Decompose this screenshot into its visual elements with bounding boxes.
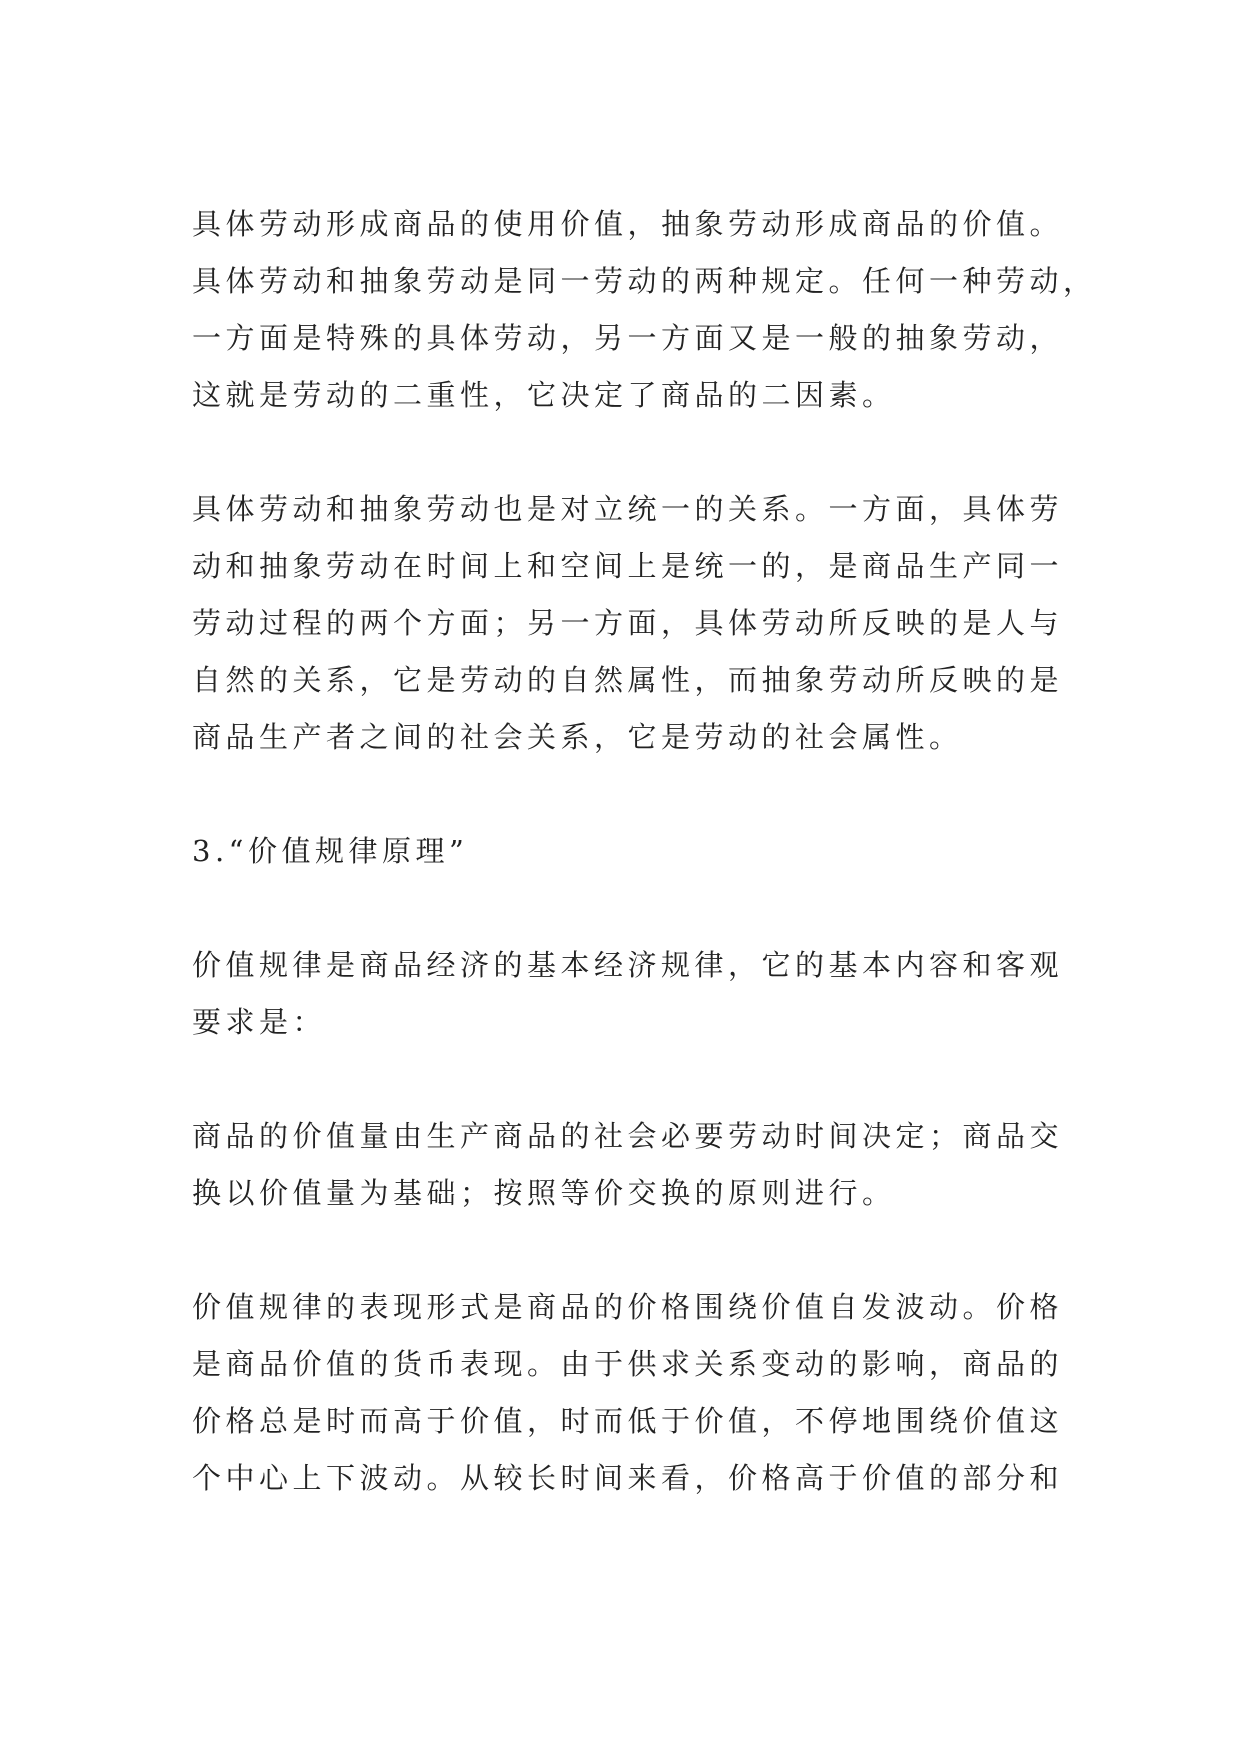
- text-line: 3.“价值规律原理”: [192, 834, 469, 868]
- paragraph-spacer: [192, 880, 1082, 937]
- paragraph-price-fluctuation: [192, 1279, 1082, 1507]
- paragraph-spacer: [192, 424, 1082, 481]
- text-line: 价格总是时而高于价值，时而低于价值，不停地围绕价值这: [192, 1404, 1064, 1438]
- text-line: 是商品价值的货币表现。由于供求关系变动的影响，商品的: [192, 1347, 1064, 1381]
- text-line: 商品生产者之间的社会关系，它是劳动的社会属性。: [192, 720, 963, 754]
- text-line: 换以价值量为基础；按照等价交换的原则进行。: [192, 1176, 896, 1210]
- paragraph-spacer: [192, 1222, 1082, 1279]
- text-line: 商品的价值量由生产商品的社会必要劳动时间决定；商品交: [192, 1119, 1064, 1153]
- text-line: 动和抽象劳动在时间上和空间上是统一的，是商品生产同一: [192, 549, 1064, 583]
- text-line: 价值规律是商品经济的基本经济规律，它的基本内容和客观: [192, 948, 1064, 982]
- document-body: [192, 196, 1097, 1507]
- paragraph-spacer: [192, 1051, 1082, 1108]
- paragraph-concrete-abstract-labor: [192, 196, 1097, 424]
- paragraph-spacer: [192, 766, 1082, 823]
- text-line: 价值规律的表现形式是商品的价格围绕价值自发波动。价格: [192, 1290, 1064, 1324]
- text-line: 具体劳动和抽象劳动也是对立统一的关系。一方面，具体劳: [192, 492, 1064, 526]
- text-line: 这就是劳动的二重性，它决定了商品的二因素。: [192, 378, 896, 412]
- paragraph-law-of-value-definition: [192, 937, 1082, 1051]
- text-line: 劳动过程的两个方面；另一方面，具体劳动所反映的是人与: [192, 606, 1064, 640]
- section-heading-law-of-value: [192, 823, 1082, 880]
- paragraph-unity-of-opposites: [192, 481, 1082, 766]
- text-line: 要求是：: [192, 1005, 327, 1039]
- text-line: 具体劳动形成商品的使用价值，抽象劳动形成商品的价值。: [192, 207, 1064, 241]
- text-line: 个中心上下波动。从较长时间来看，价格高于价值的部分和: [192, 1461, 1064, 1495]
- text-line: 一方面是特殊的具体劳动，另一方面又是一般的抽象劳动，: [192, 321, 1064, 355]
- text-line: 自然的关系，它是劳动的自然属性，而抽象劳动所反映的是: [192, 663, 1064, 697]
- text-line: 具体劳动和抽象劳动是同一劳动的两种规定。任何一种劳动，: [192, 264, 1097, 298]
- paragraph-value-magnitude: [192, 1108, 1082, 1222]
